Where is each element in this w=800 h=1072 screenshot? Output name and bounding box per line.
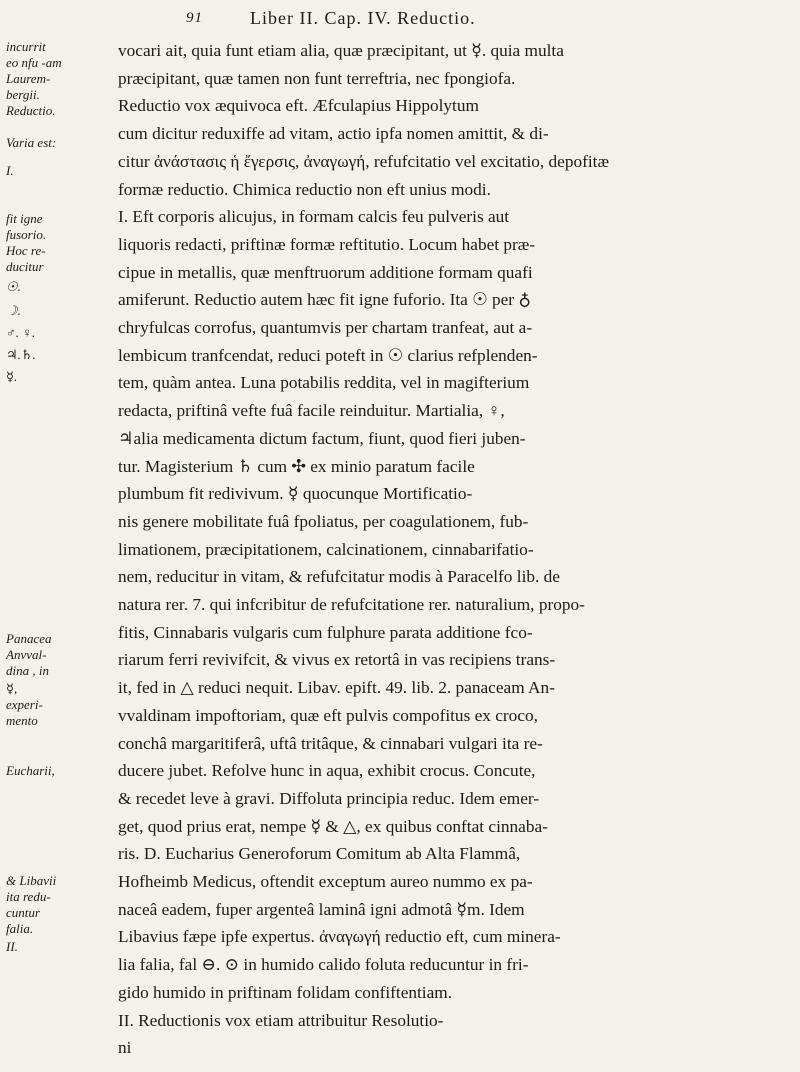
margin-note: ☿, — [6, 681, 18, 696]
text-line: get, quod prius erat, nempe ☿ & △, ex quibus conftat cinnaba- — [118, 816, 548, 836]
margin-note: Hoc re- — [6, 243, 46, 258]
margin-note: Laurem- — [6, 71, 51, 86]
margin-note: bergii. — [6, 87, 40, 102]
margin-note: Eucharii, — [6, 763, 55, 778]
margin-note: eo nfu -am — [6, 55, 62, 70]
margin-note: mento — [6, 713, 38, 728]
text-line: plumbum fit redivivum. ☿ quocunque Mortificatio- — [118, 484, 473, 504]
margin-note: ♂. ♀. — [6, 325, 36, 340]
text-line: redacta, priftinâ vefte fuâ facile reinduitur. Martialia, ♀, — [118, 401, 505, 421]
text-line: ni — [118, 1038, 132, 1058]
margin-note: ita redu- — [6, 889, 51, 904]
margin-note: Anvval- — [6, 647, 47, 662]
margin-note: falia. — [6, 921, 34, 936]
margin-note: fusorio. — [6, 227, 47, 242]
margin-note: ♃.♄. — [6, 347, 36, 362]
margin-note: & Libavii — [6, 873, 57, 888]
margin-note: Panacea — [6, 631, 52, 646]
text-line: conchâ margaritiferâ, uftâ tritâque, & cinnabari vulgari ita re- — [118, 733, 543, 753]
margin-note: fit igne — [6, 211, 43, 226]
margin-note: cuntur — [6, 905, 40, 920]
text-line: formæ reductio. Chimica reductio non eft unius modi. — [118, 179, 491, 199]
text-line: naceâ eadem, fuper argenteâ laminâ igni admotâ ☿m. Idem — [118, 899, 525, 919]
margin-note: ☉. — [6, 279, 21, 294]
margin-note: ☽. — [6, 303, 21, 318]
text-line: amiferunt. Reductio autem hæc fit igne fuforio. Ita ☉ per ♁ — [118, 290, 531, 310]
text-line: vvaldinam impoftoriam, quæ eft pulvis compofitus ex croco, — [118, 705, 538, 725]
text-line: ♃alia medicamenta dictum factum, fiunt, quod fieri juben- — [118, 428, 526, 448]
text-line: liquoris redacti, priftinæ formæ reftitutio. Locum habet præ- — [118, 234, 536, 254]
text-line: chryfulcas corrofus, quantumvis per chartam tranfeat, aut a- — [118, 318, 533, 337]
text-line: riarum ferri revivifcit, & vivus ex retortâ in vas recipiens trans- — [118, 650, 556, 670]
text-line: vocari ait, quia funt etiam alia, quæ præcipitant, ut ☿. quia multa — [118, 41, 564, 60]
text-line: II. Reductionis vox etiam attribuitur Resolutio- — [118, 1010, 444, 1030]
margin-note: ducitur — [6, 259, 44, 274]
text-line: limationem, præcipitationem, calcinationem, cinnabarifatio- — [118, 539, 534, 559]
text-line: cipue in metallis, quæ menftruorum additione formam quafi — [118, 262, 533, 282]
text-line: it, fed in △ reduci nequit. Libav. epift. 49. lib. 2. panaceam An- — [118, 678, 555, 698]
text-line: præcipitant, quæ tamen non funt terreftria, nec fpongiofa. — [118, 68, 516, 88]
margin-note: dina , in — [6, 663, 49, 678]
text-line: fitis, Cinnabaris vulgaris cum fulphure parata additione fco- — [118, 622, 533, 642]
running-title: Liber II. Cap. IV. Reductio. — [250, 8, 476, 28]
text-line: Libavius fæpe ipfe expertus. ἀναγωγή reductio eft, cum minera- — [118, 927, 561, 947]
text-line: citur ἀνάστασις ἡ ἔγερσις, ἀναγωγή, refufcitatio vel excitatio, depofitæ — [118, 151, 610, 171]
text-line: nis genere mobilitate fuâ fpoliatus, per coagulationem, fub- — [118, 511, 529, 531]
text-line: Hofheimb Medicus, oftendit exceptum aureo nummo ex pa- — [118, 872, 533, 891]
margin-note: II. — [6, 939, 18, 954]
margin-note: incurrit — [6, 39, 46, 54]
text-line: gido humido in priftinam folidam confiftentiam. — [118, 982, 453, 1002]
margin-note: ☿. — [6, 369, 18, 384]
margin-note: Reductio. — [6, 103, 56, 118]
text-line: Reductio vox æquivoca eft. Æfculapius Hippolytum — [118, 96, 479, 116]
margin-note: I. — [6, 163, 14, 178]
text-line: I. Eft corporis alicujus, in formam calcis feu pulveris aut — [118, 207, 510, 227]
text-line: cum dicitur reduxiffe ad vitam, actio ipfa nomen amittit, & di- — [118, 124, 549, 144]
running-header — [140, 8, 780, 36]
text-line: lia falia, fal ⊖. ⊙ in humido calido foluta reducuntur in fri- — [118, 955, 529, 975]
text-line: tem, quàm antea. Luna potabilis reddita, vel in magifterium — [118, 373, 530, 393]
text-line: & recedet leve à gravi. Diffoluta principia reduc. Idem emer- — [118, 788, 540, 808]
text-line: tur. Magisterium ♄ cum ✣ ex minio paratum facile — [118, 456, 475, 476]
margin-note: experi- — [6, 697, 43, 712]
text-line: ris. D. Eucharius Generoforum Comitum ab Alta Flammâ, — [118, 844, 521, 864]
text-line: lembicum tranfcendat, reduci poteft in ☉ clarius refplenden- — [118, 345, 538, 365]
text-line: ducere jubet. Refolve hunc in aqua, exhibit crocus. Concute, — [118, 761, 536, 781]
margin-note: Varia est: — [6, 135, 57, 150]
text-line: nem, reducitur in vitam, & refufcitatur modis à Paracelfo lib. de — [118, 567, 560, 587]
page-number: 91 — [186, 10, 203, 26]
text-line: natura rer. 7. qui infcribitur de refufcitatione rer. naturalium, propo- — [118, 595, 585, 614]
